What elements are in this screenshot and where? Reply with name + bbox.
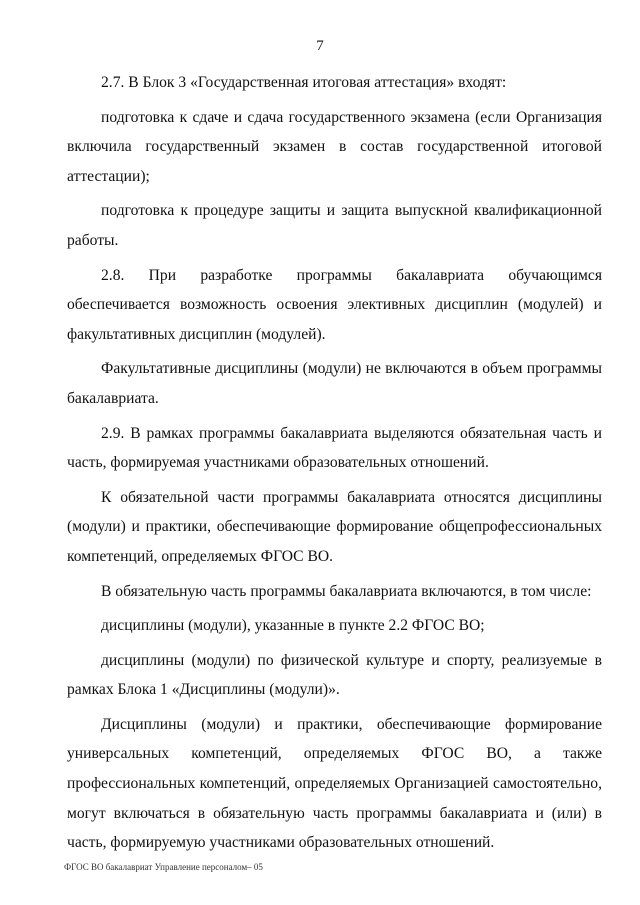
paragraph: подготовка к процедуре защиты и защита выпускной квалификационной работы. (67, 202, 602, 249)
paragraph: подготовка к сдаче и сдача государственного экзамена (если Организация включила государственный экзамен в состав государственной итоговой аттестации); (67, 108, 602, 185)
paragraph: дисциплины (модули) по физической культуре и спорту, реализуемые в рамках Блока 1 «Дисциплины (модули)». (67, 651, 602, 699)
paragraph: дисциплины (модули), указанные в пункте 2.2 ФГОС ВО; (101, 617, 485, 635)
page-number: 7 (316, 38, 324, 54)
paragraph: 2.8. При разработке программы бакалавриата обучающимся обеспечивается возможность освоения элективных дисциплин (модулей) и факультативных дисциплин (модулей). (67, 266, 602, 343)
paragraph: Факультативные дисциплины (модули) не включаются в объем программы бакалавриата. (67, 360, 602, 407)
paragraph: 2.9. В рамках программы бакалавриата выделяются обязательная часть и часть, формируемая участниками образовательных отношений. (67, 424, 602, 472)
footer-note: ФГОС ВО бакалавриат Управление персоналом– 05 (64, 862, 263, 872)
paragraph: В обязательную часть программы бакалавриата включаются, в том числе: (101, 582, 592, 600)
paragraph: Дисциплины (модули) и практики, обеспечивающие формирование универсальных компетенций, определяемых ФГОС ВО, а также профессиональных компетенций, определяемых Организацией самостоятельно, могут включаться в обязательную часть программы бакалавриата и (или) в часть, формируемую участниками образовательных отношений. (67, 715, 602, 852)
paragraph: 2.7. В Блок 3 «Государственная итоговая аттестация» входят: (101, 74, 507, 91)
document-body (67, 68, 602, 863)
paragraph: К обязательной части программы бакалавриата относятся дисциплины (модули) и практики, обеспечивающие формирование общепрофессиональных компетенций, определяемых ФГОС ВО. (67, 488, 602, 565)
